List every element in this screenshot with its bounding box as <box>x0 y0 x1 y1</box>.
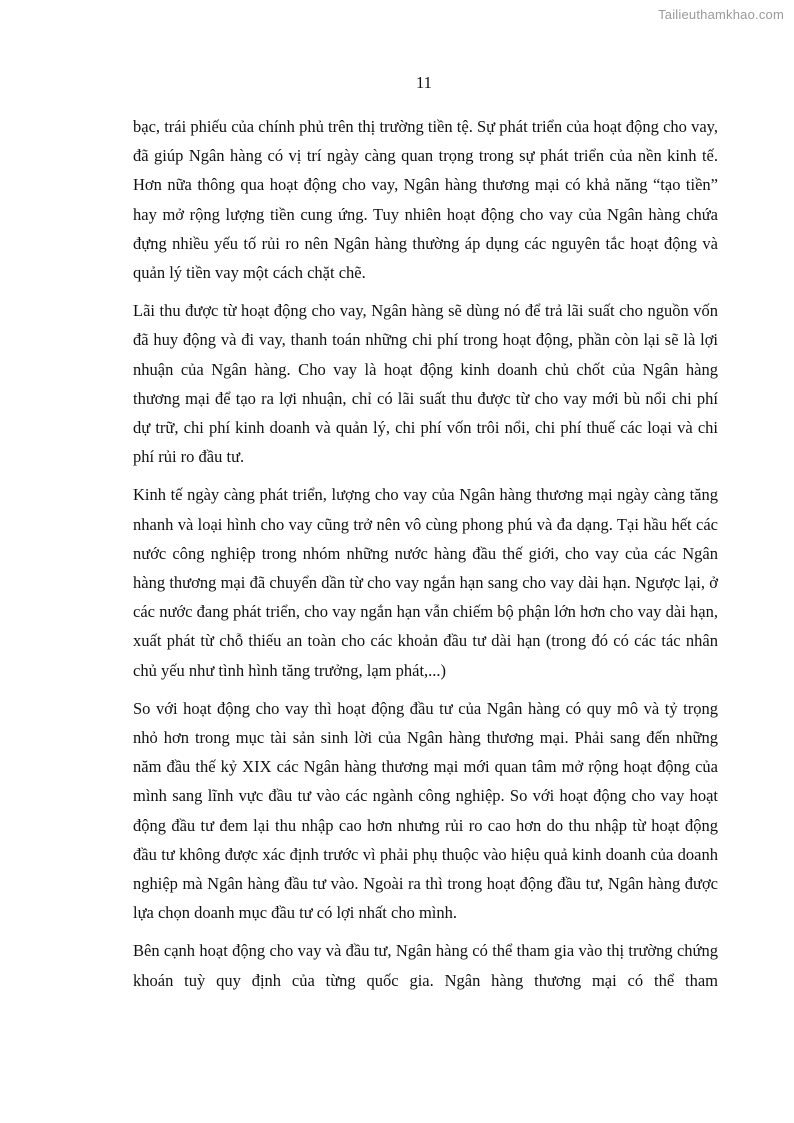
paragraph: bạc, trái phiếu của chính phủ trên thị trường tiền tệ. Sự phát triển của hoạt động cho vay, đã giúp Ngân hàng có vị trí ngày càng quan trọng trong sự phát triển của nền kinh tế. Hơn nữa thông qua hoạt động cho vay, Ngân hàng thương mại có khả năng “tạo tiền” hay mở rộng lượng tiền cung ứng. Tuy nhiên hoạt động cho vay của Ngân hàng chứa đựng nhiều yếu tố rủi ro nên Ngân hàng thường áp dụng các nguyên tắc hoạt động và quản lý tiền vay một cách chặt chẽ. <box>133 117 718 283</box>
paragraph: So với hoạt động cho vay thì hoạt động đầu tư của Ngân hàng có quy mô và tỷ trọng nhỏ hơn trong mục tài sản sinh lời của Ngân hàng thương mại. Phải sang đến những năm đầu thế kỷ XIX các Ngân hàng thương mại mới quan tâm mở rộng hoạt động của mình sang lĩnh vực đầu tư vào các ngành công nghiệp. So với hoạt động cho vay hoạt động đầu tư đem lại thu nhập cao hơn nhưng rủi ro cao hơn do thu nhập từ hoạt động đầu tư không được xác định trước vì phải phụ thuộc vào hiệu quả kinh doanh của doanh nghiệp mà Ngân hàng đầu tư vào. Ngoài ra thì trong hoạt động đầu tư, Ngân hàng được lựa chọn doanh mục đầu tư có lợi nhất cho mình. <box>133 698 718 923</box>
document-body <box>133 112 718 1004</box>
paragraph: Kinh tế ngày càng phát triển, lượng cho vay của Ngân hàng thương mại ngày càng tăng nhanh và loại hình cho vay cũng trở nên vô cùng phong phú và đa dạng. Tại hầu hết các nước công nghiệp trong nhóm những nước hàng đầu thế giới, cho vay của các Ngân hàng thương mại đã chuyển dần từ cho vay ngắn hạn sang cho vay dài hạn. Ngược lại, ở các nước đang phát triển, cho vay ngắn hạn vẫn chiếm bộ phận lớn hơn cho vay dài hạn, xuất phát từ chỗ thiếu an toàn cho các khoản đầu tư dài hạn (trong đó có các tác nhân chủ yếu như tình hình tăng trưởng, lạm phát,...) <box>133 485 718 680</box>
paragraph: Bên cạnh hoạt động cho vay và đầu tư, Ngân hàng có thể tham gia vào thị trường chứng khoán tuỳ quy định của từng quốc gia. Ngân hàng thương mại có thể tham <box>133 941 718 990</box>
paragraph: Lãi thu được từ hoạt động cho vay, Ngân hàng sẽ dùng nó để trả lãi suất cho nguồn vốn đã huy động và đi vay, thanh toán những chi phí trong hoạt động, phần còn lại sẽ là lợi nhuận của Ngân hàng. Cho vay là hoạt động kinh doanh chủ chốt của Ngân hàng thương mại để tạo ra lợi nhuận, chỉ có lãi suất thu được từ cho vay mới bù nổi chi phí dự trữ, chi phí kinh doanh và quản lý, chi phí vốn trôi nổi, chi phí thuế các loại và chi phí rủi ro đầu tư. <box>133 301 718 467</box>
watermark: Tailieuthamkhao.com <box>658 7 784 22</box>
page-number: 11 <box>416 73 432 92</box>
